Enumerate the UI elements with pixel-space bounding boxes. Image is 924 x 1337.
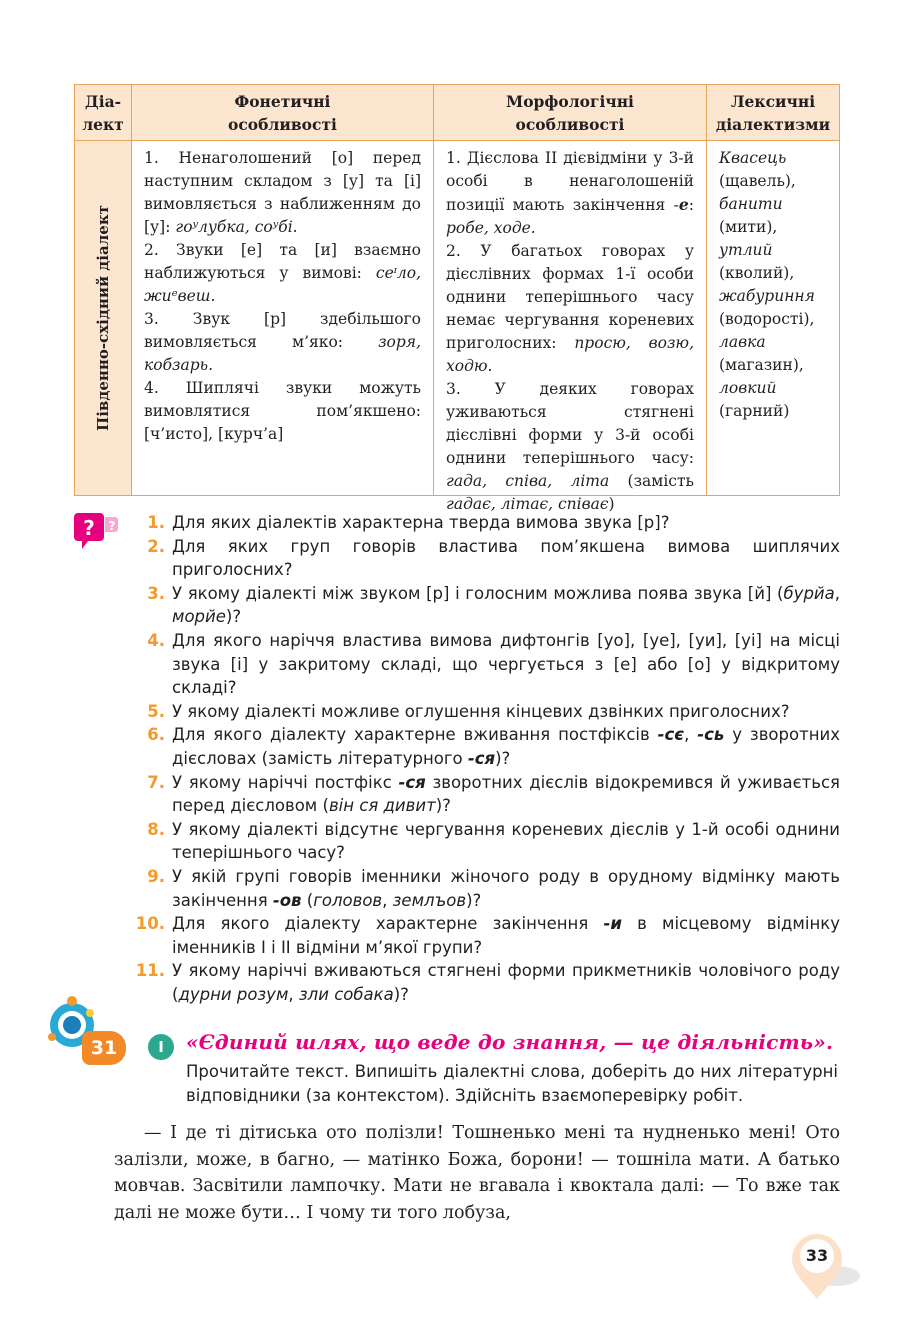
lexical-word: жабуриння <box>719 287 815 305</box>
question-item <box>134 959 840 1006</box>
question-text: Для яких груп говорів властива пом’якшена вимова шиплячих приголосних? <box>172 536 840 580</box>
question-text: )? <box>393 984 409 1004</box>
lexical-word: ловкий <box>719 379 777 397</box>
question-number: 8. <box>147 819 165 839</box>
question-number: 7. <box>147 772 165 792</box>
question-example: бурйа <box>783 583 835 603</box>
phonetic-example: сеᶦло, жиᵉвеш. <box>144 264 421 305</box>
question-suffix: -ся <box>467 748 496 768</box>
exercise-number: 31 <box>82 1031 126 1065</box>
question-number: 1. <box>147 513 165 532</box>
question-example: дурни розум <box>178 984 289 1004</box>
lexical-meaning: (магазин), <box>719 356 804 374</box>
morphological-text: : <box>688 196 694 214</box>
question-example: морйе <box>172 607 226 627</box>
morphological-item <box>446 147 694 240</box>
question-example: він ся дивит <box>328 796 436 816</box>
lexical-word: банити <box>719 195 783 213</box>
morphological-item <box>446 240 694 378</box>
phonetic-item <box>144 147 421 239</box>
question-text: )? <box>466 890 482 910</box>
dialect-table <box>74 84 840 513</box>
question-item <box>134 723 840 770</box>
question-text: , <box>684 725 698 745</box>
exercise-quote: «Єдиний шлях, що веде до знання, — це діяльність». <box>186 1030 834 1054</box>
question-item <box>134 511 840 535</box>
info-icon: І <box>148 1034 174 1060</box>
question-suffix: -и <box>603 914 622 934</box>
question-example: головов <box>313 890 383 910</box>
lexical-word: Квасець <box>719 149 787 167</box>
question-text: У якому наріччі вживаються стягнені форми прикметників чоловічого роду ( <box>172 961 840 1004</box>
lexical-word: лавка <box>719 333 766 351</box>
question-text: в місцевому відмінку іменників І і ІІ відміни м’якої групи? <box>172 914 840 957</box>
svg-text:?: ? <box>108 519 116 533</box>
lexical-cell <box>707 141 839 495</box>
question-text: , <box>288 984 299 1004</box>
question-number: 9. <box>147 866 165 886</box>
phonetic-text: 2. Звуки [е] та [и] взаємно наближуються у вимові: <box>144 241 421 282</box>
question-text: Для якого діалекту характерне вживання постфіксів <box>172 725 658 745</box>
question-text: )? <box>225 607 242 627</box>
question-text: , <box>382 890 393 910</box>
question-example: землъов <box>392 890 467 910</box>
header-morphological: Морфологічні особливості <box>434 85 707 141</box>
page-number-marker-icon <box>790 1232 860 1302</box>
question-suffix: -сь <box>697 725 725 745</box>
question-number: 3. <box>147 583 165 603</box>
dialect-name: Південно-східний діалект <box>94 205 112 431</box>
morphological-text: 3. У деяких говорах уживаються стягнені дієслівні форми у 3-й особі однини теперішнього часу: <box>446 380 694 467</box>
phonetic-example: гоʸлубка, соʸбі. <box>175 218 298 236</box>
question-text: Для яких діалектів характерна тверда вимова звука [р]? <box>172 513 670 532</box>
phonetic-item <box>144 308 421 377</box>
question-item <box>134 535 840 582</box>
question-number: 5. <box>147 701 165 721</box>
question-number: 6. <box>147 725 165 745</box>
morphological-example: робе, ходе. <box>446 219 536 237</box>
question-list <box>134 511 840 1006</box>
question-item <box>134 771 840 818</box>
lexical-meaning: (кволий), <box>719 264 795 282</box>
header-dialect: Діа- лект <box>75 85 132 141</box>
morphological-text: 1. Дієслова II дієвідміни у 3-й особі в ненаголошеній позиції мають закінчення - <box>446 149 694 214</box>
question-item <box>134 700 840 724</box>
morphological-item <box>446 378 694 516</box>
question-text: )? <box>495 748 511 768</box>
morphological-text: (замість <box>609 472 694 490</box>
ending-marker: е <box>678 195 689 214</box>
morphological-cell <box>434 141 707 513</box>
question-item <box>134 629 840 700</box>
lexical-meaning: (мити), <box>719 218 778 236</box>
phonetic-text: 1. Ненаголошений [о] перед наступним складом з [у] та [і] вимовляється з наближенням до [у]: <box>144 149 421 236</box>
question-item <box>134 912 840 959</box>
lexical-meaning: (водорості), <box>719 310 815 328</box>
question-number: 10. <box>135 914 165 934</box>
question-number: 11. <box>135 961 165 981</box>
question-text: У якій групі говорів іменники жіночого роду в орудному відмінку мають закінчення <box>172 866 840 910</box>
dialect-name-cell <box>75 141 132 495</box>
question-item <box>134 865 840 912</box>
phonetic-text: 3. Звук [р] здебільшого вимовляється м’яко: <box>144 310 421 351</box>
lexical-meaning: (гарний) <box>719 402 790 420</box>
morphological-example: гада, співа, літа <box>446 472 610 490</box>
phonetic-item <box>144 239 421 308</box>
question-item <box>134 582 840 629</box>
exercise-task: Прочитайте текст. Випишіть діалектні слова, доберіть до них літературні відповідники (за контекстом). Здійсніть взаємоперевірку робіт. <box>186 1062 838 1105</box>
morphological-example: просю, возю, ходю. <box>446 334 694 375</box>
morphological-text: ) <box>608 495 615 513</box>
page-number: 33 <box>805 1246 829 1265</box>
question-number: 4. <box>147 630 165 650</box>
question-number: 2. <box>147 536 165 556</box>
question-text: Для якого наріччя властива вимова дифтонгів [уо], [уе], [уи], [уі] на місці звука [і] у закритому складі, що чергується з [е] або [о] у відкритому складі? <box>172 630 840 698</box>
morphological-text: 2. У багатьох говорах у дієслівних формах 1-ї особи однини теперішнього часу немає чергування кореневих приголосних: <box>446 242 694 352</box>
morphological-example: гадає, літає, співає <box>446 495 609 513</box>
phonetic-text: 4. Шиплячі звуки можуть вимовлятися пом’якшено: [ч’исто], [курч’а] <box>144 379 421 443</box>
question-text: у зворотних дієсловах (замість літературного <box>172 725 840 768</box>
question-text: У якому наріччі постфікс <box>172 772 399 792</box>
question-suffix: -ся <box>398 772 426 792</box>
question-text: ( <box>301 890 314 910</box>
question-text: Для якого діалекту характерне закінчення <box>172 914 604 934</box>
question-text: )? <box>435 796 451 816</box>
question-text: У якому діалекті можливе оглушення кінцевих дзвінких приголосних? <box>172 701 790 721</box>
lexical-meaning: (щавель), <box>719 172 796 190</box>
question-text: У якому діалекті між звуком [р] і голосним можлива поява звука [й] ( <box>172 583 784 603</box>
question-suffix: -сє <box>657 725 685 745</box>
phonetic-item <box>144 377 421 446</box>
question-item <box>134 818 840 865</box>
header-phonetic: Фонетичні особливості <box>132 85 434 141</box>
prose-text <box>114 1120 840 1226</box>
phonetic-example: зоря, кобзарь. <box>144 333 421 374</box>
question-text: зворотних дієслів відокремився й уживається перед дієсловом ( <box>172 772 840 816</box>
question-example: зли собака <box>298 984 394 1004</box>
lexical-word: утлий <box>719 241 773 259</box>
question-text: , <box>834 583 840 603</box>
question-suffix: -ов <box>272 890 302 910</box>
question-icon <box>74 511 120 551</box>
question-text: У якому діалекті відсутнє чергування кореневих дієслів у 1-й особі однини теперішнього часу? <box>172 819 840 863</box>
phonetic-cell <box>132 141 434 495</box>
prose-paragraph: — І де ті дітиська ото полізли! Тошненько мені та нудненько мені! Ото залізли, може, в багно, — матінко Божа, борони! — тошніла мати. А батько мовчав. Засвітили лампочку. Мати не вгавала і квоктала далі: — То вже так далі не може бути… І чому ти того лобуза, <box>114 1123 840 1223</box>
header-lexical: Лексичні діалектизми <box>707 85 839 141</box>
svg-text:?: ? <box>83 516 95 540</box>
